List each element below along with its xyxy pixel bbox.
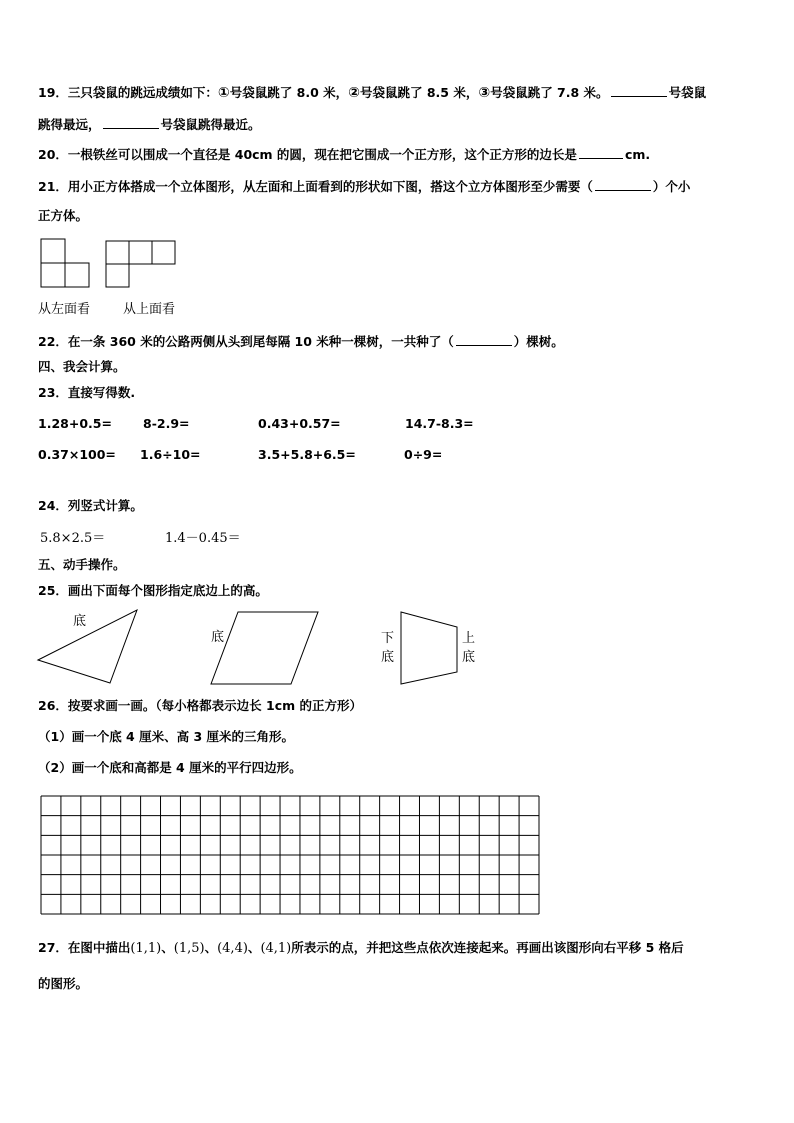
calc-item: 0÷9=: [404, 447, 443, 462]
trapezoid-bottom-label-2: 底: [381, 650, 395, 665]
q27-text-a: 27．在图中描出: [38, 940, 131, 955]
separator: 、: [161, 940, 174, 955]
circled-two: ②: [348, 85, 360, 101]
q19-text-e: 号袋鼠: [668, 85, 707, 100]
q20-text-b: cm.: [624, 147, 651, 162]
point-4: (4,1): [260, 941, 292, 956]
calc-item: 14.7-8.3=: [405, 416, 474, 431]
q25-title: 25．画出下面每个图形指定底边上的高。: [38, 583, 268, 598]
q27-line1: [38, 940, 684, 957]
q19-text-d: 号袋鼠跳了 7.8 米。: [490, 85, 609, 100]
vertical-calc-2: 1.4－0.45＝: [165, 531, 241, 546]
circled-three: ③: [478, 85, 491, 101]
separator: 、: [247, 940, 261, 955]
calc-item: 0.43+0.57=: [258, 416, 341, 431]
q20-text-a: 20．一根铁丝可以围成一个直径是 40cm 的圆，现在把它围成一个正方形，这个正方形的边长是: [38, 147, 577, 162]
q19-text-f: 跳得最远，: [38, 117, 101, 132]
point-1: (1,1): [130, 941, 162, 956]
answer-blank[interactable]: [456, 333, 512, 346]
calc-item: 0.37×100=: [38, 447, 116, 462]
q19-text-c: 号袋鼠跳了 8.5 米，: [359, 85, 479, 100]
q22-text-b: ）棵树。: [513, 334, 564, 349]
label-top-view: 从上面看: [123, 302, 176, 317]
q24-title: 24．列竖式计算。: [38, 498, 143, 513]
q22: [38, 333, 564, 350]
calc-item: 8-2.9=: [143, 416, 190, 431]
q21-text-a: 21．用小正方体搭成一个立体图形，从左面和上面看到的形状如下图，搭这个立方体图形至少需要（: [38, 179, 593, 194]
q26-title: 26．按要求画一画。（每小格都表示边长 1cm 的正方形）: [38, 698, 362, 713]
q26-item-2: （2）画一个底和高都是 4 厘米的平行四边形。: [38, 760, 302, 775]
calc-item: 3.5+5.8+6.5=: [258, 447, 356, 462]
section-five-heading: 五、动手操作。: [38, 557, 126, 572]
label-left-view: 从左面看: [38, 302, 91, 317]
parallelogram-base-label: 底: [211, 630, 225, 645]
q27-line2: 的图形。: [38, 976, 89, 991]
q27-text-b: 所表示的点，并把这些点依次连接起来。再画出该图形向右平移 5 格后: [291, 940, 684, 955]
vertical-calc-1: 5.8×2.5＝: [40, 531, 106, 546]
q21-text-b: ）个小: [652, 179, 691, 194]
point-2: (1,5): [173, 941, 205, 956]
q19-text-g: 号袋鼠跳得最近。: [160, 117, 261, 132]
q22-text-a: 22．在一条 360 米的公路两侧从头到尾每隔 10 米种一棵树，一共种了（: [38, 334, 454, 349]
section-four-heading: 四、我会计算。: [38, 359, 126, 374]
circled-one: ①: [217, 85, 230, 101]
q19-text-a: 19．三只袋鼠的跳远成绩如下：: [38, 85, 218, 100]
separator: 、: [204, 940, 218, 955]
left-view-figure: [41, 239, 89, 287]
q23-title: 23．直接写得数.: [38, 385, 136, 400]
point-3: (4,4): [217, 941, 248, 956]
parallelogram-figure[interactable]: [211, 612, 318, 684]
trapezoid-figure[interactable]: [401, 612, 457, 684]
trapezoid-bottom-label-1: 下: [381, 631, 395, 646]
calc-item: 1.28+0.5=: [38, 416, 112, 431]
triangle-base-label: 底: [73, 614, 87, 629]
calc-item: 1.6÷10=: [140, 447, 201, 462]
triangle-figure[interactable]: [38, 610, 137, 683]
q21-line2: 正方体。: [38, 208, 89, 223]
q19-text-b: 号袋鼠跳了 8.0 米，: [229, 85, 349, 100]
top-view-figure: [106, 241, 175, 287]
q26-item-1: （1）画一个底 4 厘米、高 3 厘米的三角形。: [38, 729, 295, 744]
trapezoid-top-label-1: 上: [462, 631, 476, 646]
trapezoid-top-label-2: 底: [462, 650, 476, 665]
drawing-grid[interactable]: [41, 796, 539, 914]
